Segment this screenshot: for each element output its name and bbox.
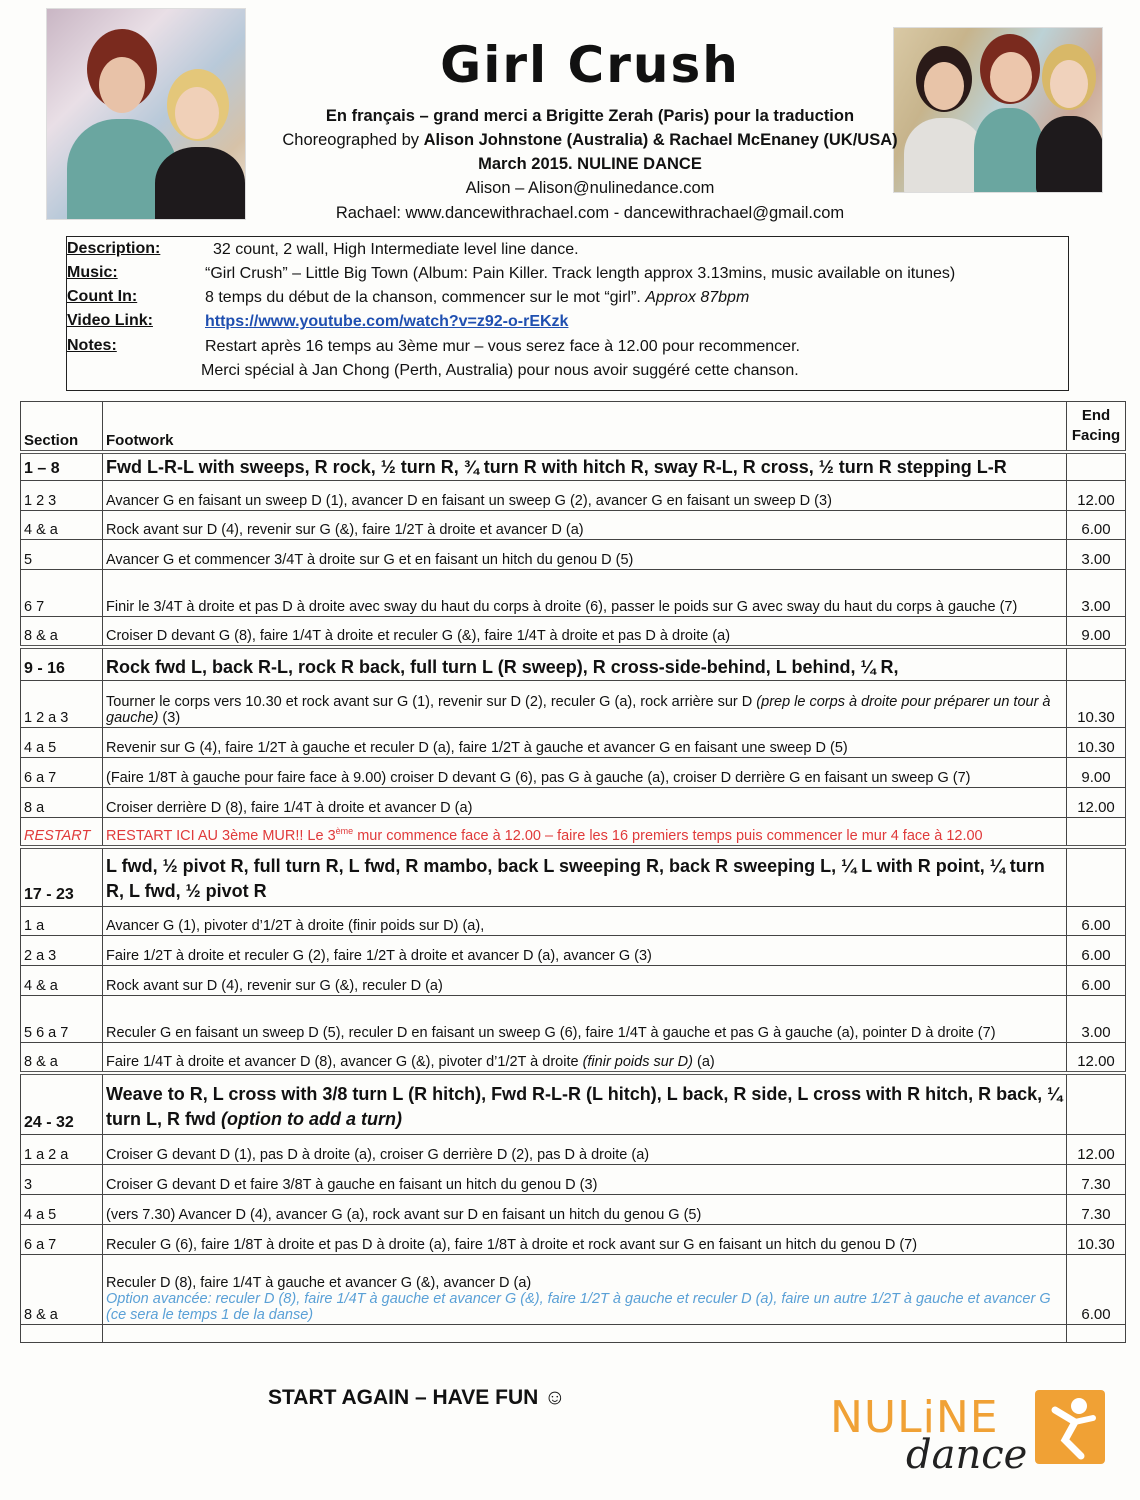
step-text: Reculer G (6), faire 1/8T à droite et pas D à droite (a), faire 1/8T à droite et rock avant sur G en faisant un hitch du genou D (7) <box>103 1225 1067 1255</box>
end-cell <box>1067 1325 1126 1343</box>
step-facing: 7.30 <box>1067 1195 1126 1225</box>
table-row <box>21 1195 1126 1225</box>
table-header-row <box>21 402 1126 452</box>
count-in-value <box>205 289 749 307</box>
choreographer-prefix: Choreographed by <box>282 131 424 149</box>
table-row <box>21 758 1126 788</box>
step-text: Revenir sur G (4), faire 1/2T à gauche et reculer D (a), faire 1/2T à gauche et avancer G en faisant une sweep D (5) <box>103 728 1067 758</box>
option-text: Option avancée: reculer D (8), faire 1/4T à gauche et avancer G (&), faire 1/2T à gauche et reculer D (a), faire un autre 1/2T à gauche et avancer G (ce sera le temps 1 de la danse) <box>106 1291 1051 1323</box>
step-text-main: Faire 1/4T à droite et avancer D (8), avancer G (&), pivoter d’1/2T à droite <box>106 1053 583 1070</box>
step-text: Rock avant sur D (4), revenir sur G (&), reculer D (a) <box>103 966 1067 996</box>
video-link-label: Video Link: <box>67 312 153 329</box>
restart-empty-face <box>1067 818 1126 847</box>
choreographer-credit <box>220 128 960 152</box>
section-count: 9 - 16 <box>21 647 103 681</box>
step-text: Croiser G devant D (1), pas D à droite (a), croiser G derrière D (2), pas D à droite (a) <box>103 1135 1067 1165</box>
logo-subtext: dance <box>906 1432 1028 1478</box>
step-text-main: Tourner le corps vers 10.30 et rock avant sur G (1), revenir sur D (2), reculer G (a), rock arrière sur D <box>106 694 757 710</box>
table-row <box>21 728 1126 758</box>
choreographer-names: Alison Johnstone (Australia) & Rachael McEnaney (UK/USA) <box>423 131 898 149</box>
section-title: Rock fwd L, back R-L, rock R back, full turn L (R sweep), R cross-side-behind, L behind, ¼ R, <box>103 647 1067 681</box>
step-text: (vers 7.30) Avancer D (4), avancer G (a), rock avant sur D en faisant un hitch du genou G (5) <box>103 1195 1067 1225</box>
end-cell <box>21 1325 103 1343</box>
video-link[interactable]: https://www.youtube.com/watch?v=z92-o-rEKzk <box>205 313 569 330</box>
dancer-icon <box>1035 1390 1105 1464</box>
section-title: L fwd, ½ pivot R, full turn R, L fwd, R mambo, back L sweeping R, back R sweeping L, ¼ L with R point, ¼ turn R, L fwd, ½ pivot R <box>103 847 1067 907</box>
section-row <box>21 847 1126 907</box>
table-row <box>21 1225 1126 1255</box>
description-value: 32 count, 2 wall, High Intermediate level line dance. <box>213 241 579 258</box>
step-count: 1 2 3 <box>21 481 103 511</box>
step-facing: 12.00 <box>1067 1043 1126 1073</box>
step-facing: 10.30 <box>1067 728 1126 758</box>
section-title-main: Weave to R, L cross with 3/8 turn L (R hitch), Fwd R-L-R (L hitch), L back, R side, L cross with R hitch, R back, ¼ turn L, R fwd <box>106 1084 1063 1129</box>
step-text: Avancer G en faisant un sweep D (1), avancer D en faisant un sweep G (2), avancer G en faisant un sweep D (3) <box>103 481 1067 511</box>
step-facing: 6.00 <box>1067 1255 1126 1325</box>
step-facing: 7.30 <box>1067 1165 1126 1195</box>
alison-contact: Alison – Alison@nulinedance.com <box>465 179 715 197</box>
description-box <box>66 236 1069 391</box>
section-empty-face <box>1067 452 1126 481</box>
step-text <box>103 681 1067 728</box>
step-facing: 9.00 <box>1067 617 1126 647</box>
footer-text: START AGAIN – HAVE FUN ☺ <box>268 1386 566 1409</box>
steps-table <box>20 401 1126 1343</box>
section-header: Section <box>21 402 103 452</box>
step-count: 4 & a <box>21 966 103 996</box>
step-facing: 10.30 <box>1067 1225 1126 1255</box>
notes-label: Notes: <box>67 337 117 354</box>
restart-text-b: mur commence face à 12.00 – faire les 16 premiers temps puis commencer le mur 4 face à 12.00 <box>353 827 983 844</box>
step-facing: 3.00 <box>1067 540 1126 570</box>
step-count: 8 a <box>21 788 103 818</box>
step-text: Reculer G en faisant un sweep D (5), reculer D en faisant un sweep G (6), faire 1/4T à gauche et pas G à gauche (a), pointer D à droite (7) <box>103 996 1067 1043</box>
step-count: 6 a 7 <box>21 758 103 788</box>
step-count: 8 & a <box>21 1043 103 1073</box>
step-text <box>103 1255 1067 1325</box>
step-facing: 12.00 <box>1067 1135 1126 1165</box>
table-row <box>21 681 1126 728</box>
step-count: 4 a 5 <box>21 1195 103 1225</box>
section-count: 17 - 23 <box>21 847 103 907</box>
table-row <box>21 788 1126 818</box>
footwork-header: Footwork <box>103 402 1067 452</box>
step-count: 6 a 7 <box>21 1225 103 1255</box>
step-facing: 9.00 <box>1067 758 1126 788</box>
step-count: 8 & a <box>21 617 103 647</box>
section-empty-face <box>1067 847 1126 907</box>
table-end-row <box>21 1325 1126 1343</box>
step-text-end: (a) <box>692 1053 715 1070</box>
step-facing: 6.00 <box>1067 936 1126 966</box>
step-facing: 3.00 <box>1067 570 1126 617</box>
music-label: Music: <box>67 264 118 281</box>
step-text-note: (prep le corps à droite pour préparer un tour à gauche) <box>106 694 1051 726</box>
restart-text-a: RESTART ICI AU 3ème MUR!! Le 3 <box>106 827 336 844</box>
step-text-end: (3) <box>158 710 181 726</box>
table-row <box>21 511 1126 540</box>
nuline-logo <box>830 1384 1110 1494</box>
section-row <box>21 452 1126 481</box>
restart-label: RESTART <box>21 818 103 847</box>
table-row <box>21 1255 1126 1325</box>
section-empty-face <box>1067 1073 1126 1135</box>
step-count: 5 <box>21 540 103 570</box>
end-facing-header: End Facing <box>1067 402 1126 452</box>
translation-credit: En français – grand merci a Brigitte Zerah (Paris) pour la traduction <box>325 107 855 125</box>
step-facing: 12.00 <box>1067 481 1126 511</box>
step-text: (Faire 1/8T à gauche pour faire face à 9.00) croiser D devant G (6), pas G à gauche (a), croiser D derrière G en faisant un sweep G (7) <box>103 758 1067 788</box>
end-cell <box>103 1325 1067 1343</box>
table-row <box>21 936 1126 966</box>
restart-text <box>103 818 1067 847</box>
restart-sup: ème <box>335 825 354 836</box>
step-text: Faire 1/2T à droite et reculer G (2), faire 1/2T à droite et avancer D (a), avancer G (3) <box>103 936 1067 966</box>
step-facing: 3.00 <box>1067 996 1126 1043</box>
step-facing: 6.00 <box>1067 966 1126 996</box>
step-text-main: Reculer D (8), faire 1/4T à gauche et avancer G (&), avancer D (a) <box>106 1275 532 1291</box>
step-text: Croiser G devant D et faire 3/8T à gauche en faisant un hitch du genou D (3) <box>103 1165 1067 1195</box>
table-row <box>21 1135 1126 1165</box>
table-row <box>21 617 1126 647</box>
music-value: “Girl Crush” – Little Big Town (Album: Pain Killer. Track length approx 3.13mins, music available on itunes) <box>205 265 956 282</box>
notes-value-2: Merci spécial à Jan Chong (Perth, Australia) pour nous avoir suggéré cette chanson. <box>201 362 799 379</box>
step-text: Rock avant sur D (4), revenir sur G (&), faire 1/2T à droite et avancer D (a) <box>103 511 1067 540</box>
section-title: Fwd L-R-L with sweeps, R rock, ½ turn R, ¾ turn R with hitch R, sway R-L, R cross, ½ turn R stepping L-R <box>103 452 1067 481</box>
step-text: Croiser D devant G (8), faire 1/4T à droite et reculer G (&), faire 1/4T à droite et pas D à droite (a) <box>103 617 1067 647</box>
count-in-text: 8 temps du début de la chanson, commencer sur le mot “girl”. <box>205 289 646 306</box>
choreographers-photo-left <box>46 8 246 220</box>
step-facing: 6.00 <box>1067 511 1126 540</box>
step-count: 5 6 a 7 <box>21 996 103 1043</box>
step-count: 1 a 2 a <box>21 1135 103 1165</box>
step-text <box>103 1043 1067 1073</box>
section-title-option: (option to add a turn) <box>220 1109 402 1129</box>
table-row <box>21 966 1126 996</box>
restart-row <box>21 818 1126 847</box>
step-text-note: (finir poids sur D) <box>582 1053 693 1070</box>
date-line: March 2015. NULINE DANCE <box>478 155 702 173</box>
step-count: 1 2 a 3 <box>21 681 103 728</box>
step-count: 8 & a <box>21 1255 103 1325</box>
step-facing: 10.30 <box>1067 681 1126 728</box>
table-row <box>21 481 1126 511</box>
section-count: 1 – 8 <box>21 452 103 481</box>
step-text: Finir le 3/4T à droite et pas D à droite avec sway du haut du corps à droite (6), passer le poids sur G avec sway du haut du corps à gauche (7) <box>103 570 1067 617</box>
section-row <box>21 647 1126 681</box>
step-count: 4 a 5 <box>21 728 103 758</box>
notes-value-1: Restart après 16 temps au 3ème mur – vous serez face à 12.00 pour recommencer. <box>205 338 800 355</box>
page-title: Girl Crush <box>440 36 740 94</box>
step-count: 1 a <box>21 907 103 936</box>
table-row <box>21 907 1126 936</box>
step-count: 2 a 3 <box>21 936 103 966</box>
step-text: Avancer G (1), pivoter d’1/2T à droite (finir poids sur D) (a), <box>103 907 1067 936</box>
step-count: 4 & a <box>21 511 103 540</box>
step-count: 3 <box>21 1165 103 1195</box>
rachael-contact: Rachael: www.dancewithrachael.com - dancewithrachael@gmail.com <box>335 204 845 222</box>
table-row <box>21 540 1126 570</box>
logo-text: NULiNE <box>830 1392 999 1443</box>
table-row <box>21 1165 1126 1195</box>
table-row <box>21 1043 1126 1073</box>
step-count: 6 7 <box>21 570 103 617</box>
table-row <box>21 996 1126 1043</box>
section-row <box>21 1073 1126 1135</box>
step-facing: 12.00 <box>1067 788 1126 818</box>
step-facing: 6.00 <box>1067 907 1126 936</box>
section-count: 24 - 32 <box>21 1073 103 1135</box>
count-in-bpm: Approx 87bpm <box>645 289 750 306</box>
step-text: Avancer G et commencer 3/4T à droite sur G et en faisant un hitch du genou D (5) <box>103 540 1067 570</box>
table-row <box>21 570 1126 617</box>
step-text: Croiser derrière D (8), faire 1/4T à droite et avancer D (a) <box>103 788 1067 818</box>
description-label: Description: <box>67 240 161 257</box>
count-in-label: Count In: <box>67 288 138 305</box>
section-title <box>103 1073 1067 1135</box>
section-empty-face <box>1067 647 1126 681</box>
